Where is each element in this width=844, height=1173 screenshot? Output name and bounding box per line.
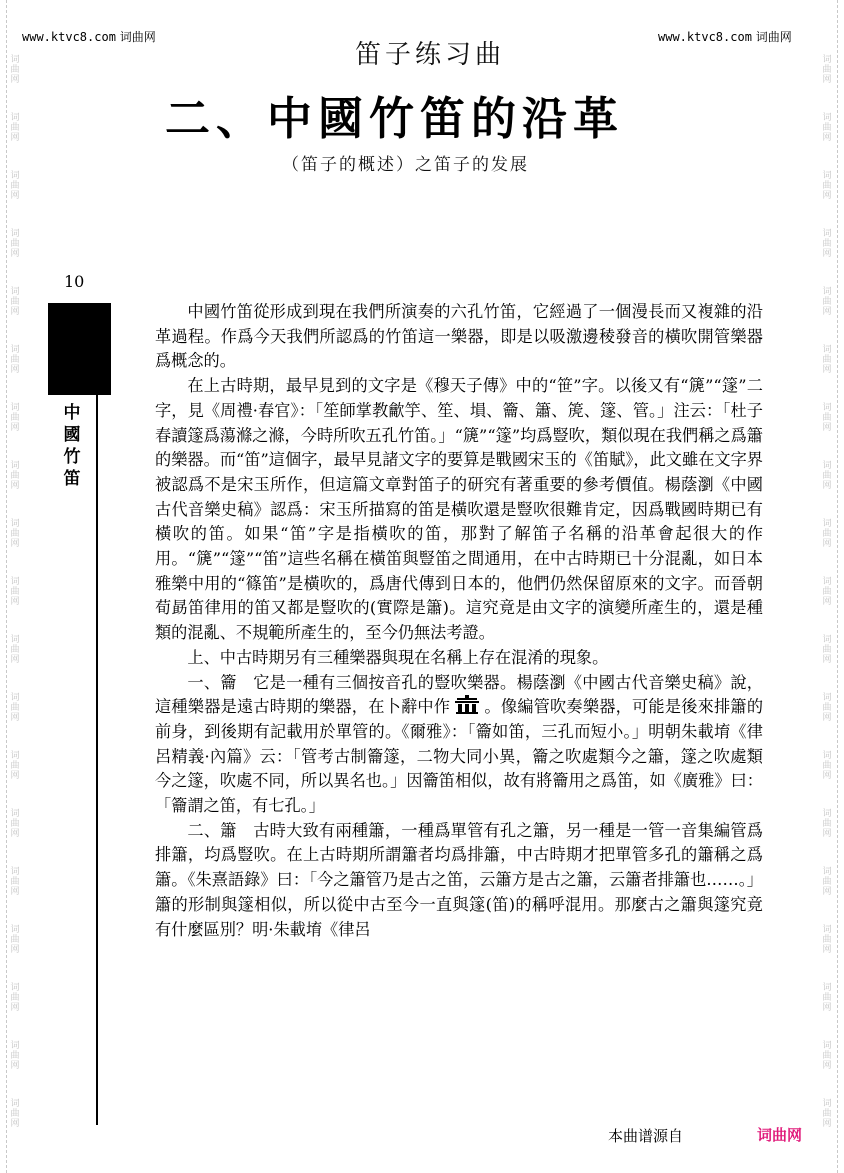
side-watermark-text: 词曲网	[10, 635, 20, 665]
side-watermark-text: 词曲网	[10, 287, 20, 317]
side-watermark-text: 词曲网	[10, 867, 20, 897]
side-watermark-text: 词曲网	[10, 751, 20, 781]
side-watermark-text: 词曲网	[10, 171, 20, 201]
paragraph-yue-tail: 。像編管吹奏樂器，可能是後來排簫的前身，到後期有記載用於單管的。《爾雅》：「籥如笛，三孔而短小。」明朝朱載堉《律呂精義·內篇》云：「管考古制籥篴，二物大同小異，籥之吹處類今之簫，篴之吹處類今之篴，吹處不同，所以異名也。」因籥笛相似，故有將籥用之爲笛，如《廣雅》曰：「籥謂之笛，有七孔。」	[155, 697, 764, 816]
side-chapter-label: 中國竹笛	[63, 403, 81, 489]
margin-rule	[96, 303, 98, 1125]
side-watermark-text: 词曲网	[822, 1099, 832, 1129]
side-watermark-text: 词曲网	[10, 345, 20, 375]
paragraph-yue	[155, 671, 763, 819]
paragraph-yue-head: 一、籥 它是一種有三個按音孔的豎吹樂器。楊蔭瀏《中國古代音樂史稿》說，這種樂器是遠古時期的樂器，在卜辭中作	[155, 672, 763, 717]
page-number: 10	[64, 272, 85, 291]
side-watermark-text: 词曲网	[10, 577, 20, 607]
side-watermark-text: 词曲网	[822, 113, 832, 143]
footer-site-logo: 词曲网	[757, 1126, 803, 1144]
side-watermark-text: 词曲网	[822, 925, 832, 955]
side-watermark-text: 词曲网	[822, 751, 832, 781]
side-watermark-text: 词曲网	[10, 925, 20, 955]
side-watermark-text: 词曲网	[822, 1041, 832, 1071]
side-watermark-text: 词曲网	[822, 983, 832, 1013]
paragraph-three-instruments: 上、中古時期另有三種樂器與現在名稱上存在混淆的現象。	[187, 647, 609, 667]
watermark-site-name: 词曲网	[119, 30, 156, 44]
side-watermark-text: 词曲网	[822, 577, 832, 607]
side-watermark-text: 词曲网	[822, 461, 832, 491]
side-watermark-text: 词曲网	[10, 1041, 20, 1071]
footer-source-note: 本曲谱源自	[608, 1127, 684, 1145]
side-watermark-text: 词曲网	[822, 229, 832, 259]
left-watermark-strip	[10, 0, 22, 1173]
article-body	[155, 300, 763, 942]
side-watermark-text: 词曲网	[822, 635, 832, 665]
chapter-marker-block	[48, 303, 111, 395]
left-dashed-border	[6, 0, 7, 1173]
side-watermark-text: 词曲网	[822, 693, 832, 723]
side-watermark-text: 词曲网	[10, 55, 20, 85]
oracle-bone-glyph-icon	[453, 695, 481, 715]
side-watermark-text: 词曲网	[822, 809, 832, 839]
side-watermark-text: 词曲网	[822, 519, 832, 549]
side-watermark-text: 词曲网	[10, 461, 20, 491]
right-watermark-strip	[822, 0, 834, 1173]
side-watermark-text: 词曲网	[822, 55, 832, 85]
paragraph-intro: 中國竹笛從形成到現在我們所演奏的六孔竹笛，它經過了一個漫長而又複雜的沿革過程。作爲今天我們所認爲的竹笛這一樂器，即是以吸激邊稜發音的橫吹開管樂器爲概念的。	[155, 302, 763, 371]
side-watermark-text: 词曲网	[10, 983, 20, 1013]
paragraph-xiao: 二、簫 古時大致有兩種簫，一種爲單管有孔之簫，另一種是一管一音集編管爲排簫，均爲豎吹。在上古時期所謂簫者均爲排簫，中古時期才把單管多孔的簫稱之爲簫。《朱熹語錄》曰：「今之簫管乃是古之笛，云簫方是古之簫，云簫者排簫也……。」簫的形制與篴相似，所以從中古至今一直與篴(笛)的稱呼混用。那麼古之簫與篴究竟有什麼區別？明·朱載堉《律呂	[155, 820, 763, 939]
side-watermark-text: 词曲网	[10, 403, 20, 433]
header-watermark-right	[658, 28, 792, 45]
side-watermark-text: 词曲网	[10, 229, 20, 259]
side-watermark-text: 词曲网	[10, 519, 20, 549]
side-watermark-text: 词曲网	[822, 345, 832, 375]
header-watermark-left	[22, 28, 156, 45]
side-watermark-text: 词曲网	[10, 1099, 20, 1129]
side-watermark-text: 词曲网	[822, 867, 832, 897]
page-title: 笛子练习曲	[354, 40, 505, 70]
watermark-site-name: 词曲网	[755, 30, 792, 44]
side-watermark-text: 词曲网	[822, 403, 832, 433]
side-watermark-text: 词曲网	[822, 287, 832, 317]
chapter-heading: 二、中國竹笛的沿革	[165, 92, 625, 145]
side-watermark-text: 词曲网	[10, 113, 20, 143]
side-watermark-text: 词曲网	[822, 171, 832, 201]
right-dashed-border	[837, 0, 838, 1173]
watermark-url: www.ktvc8.com	[658, 30, 752, 44]
side-watermark-text: 词曲网	[10, 809, 20, 839]
paragraph-history: 在上古時期，最早見到的文字是《穆天子傳》中的“笹”字。以後又有“篪”“篴”二字，見《周禮·春官》：「笙師掌教龡竽、笙、塤、籥、簫、箎、篴、管。」注云：「杜子春讀篴爲蕩滌之滌，今時所吹五孔竹笛。」“篪”“篴”均爲豎吹，類似現在我們稱之爲簫的樂器。而“笛”這個字，最早見諸文字的要算是戰國宋玉的《笛賦》，此文雖在文字界被認爲不是宋玉所作，但這篇文章對笛子的研究有著重要的參考價值。楊蔭瀏《中國古代音樂史稿》認爲：宋玉所描寫的笛是橫吹還是豎吹很難肯定，因爲戰國時期已有橫吹的笛。如果“笛”字是指橫吹的笛，那對了解笛子名稱的沿革會起很大的作用。“篪”“篴”“笛”這些名稱在橫笛與豎笛之間通用，在中古時期已十分混亂，如日本雅樂中用的“篠笛”是橫吹的，爲唐代傳到日本的，他們仍然保留原來的文字。而晉朝荀勗笛律用的笛又都是豎吹的(實際是簫)。這究竟是由文字的演變所產生的，還是種類的混亂、不規範所產生的，至今仍無法考證。	[155, 376, 763, 643]
side-watermark-text: 词曲网	[10, 693, 20, 723]
watermark-url: www.ktvc8.com	[22, 30, 116, 44]
section-subtitle: （笛子的概述）之笛子的发展	[282, 155, 529, 175]
